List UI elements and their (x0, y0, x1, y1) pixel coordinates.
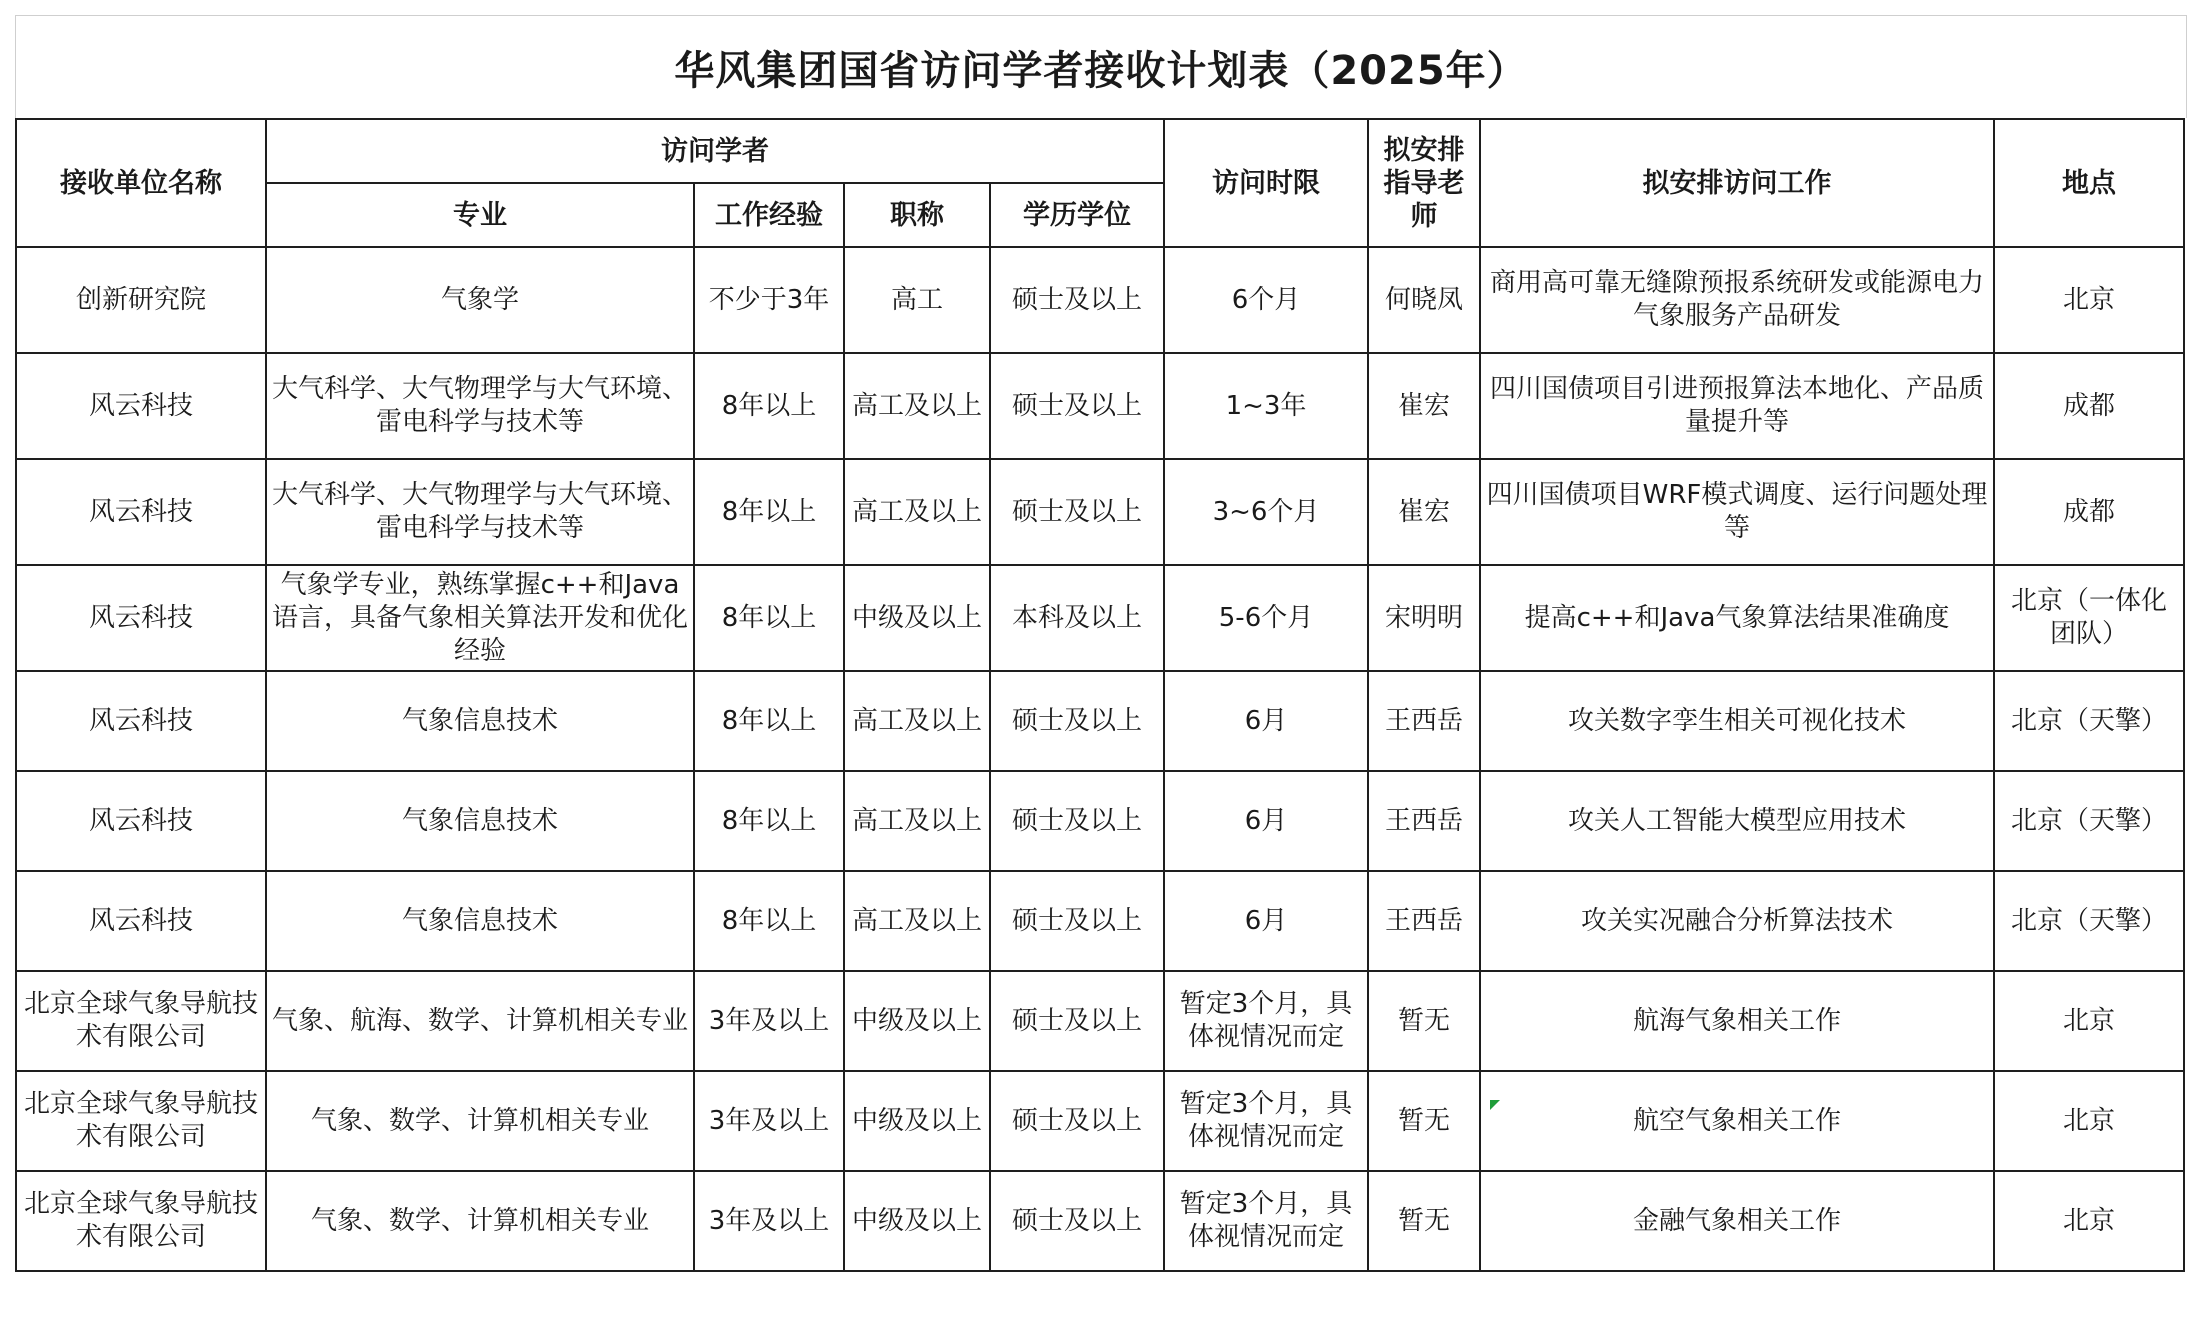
header-location[interactable]: 地点 (1994, 119, 2184, 247)
cell-degree[interactable]: 本科及以上 (990, 565, 1164, 671)
cell-work[interactable]: 提高c++和Java气象算法结果准确度 (1480, 565, 1994, 671)
cell-duration[interactable]: 6月 (1164, 771, 1368, 871)
cell-unit[interactable]: 风云科技 (16, 459, 266, 565)
table-row (16, 871, 2184, 971)
sheet-title[interactable]: 华风集团国省访问学者接收计划表（2025年） (15, 15, 2187, 118)
cell-mentor[interactable]: 宋明明 (1368, 565, 1480, 671)
cell-work[interactable]: 金融气象相关工作 (1480, 1171, 1994, 1271)
cell-location[interactable]: 北京（天擎） (1994, 671, 2184, 771)
cell-degree[interactable]: 硕士及以上 (990, 971, 1164, 1071)
cell-degree[interactable]: 硕士及以上 (990, 671, 1164, 771)
cell-location[interactable]: 成都 (1994, 353, 2184, 459)
cell-major[interactable]: 大气科学、大气物理学与大气环境、雷电科学与技术等 (266, 353, 694, 459)
cell-unit[interactable]: 北京全球气象导航技术有限公司 (16, 1071, 266, 1171)
cell-duration[interactable]: 暂定3个月，具体视情况而定 (1164, 1171, 1368, 1271)
cell-experience[interactable]: 不少于3年 (694, 247, 844, 353)
cell-mentor[interactable]: 暂无 (1368, 1071, 1480, 1171)
cell-work[interactable]: 四川国债项目引进预报算法本地化、产品质量提升等 (1480, 353, 1994, 459)
cell-location[interactable]: 北京 (1994, 247, 2184, 353)
cell-duration[interactable]: 6月 (1164, 671, 1368, 771)
cell-major[interactable]: 气象、数学、计算机相关专业 (266, 1171, 694, 1271)
cell-duration[interactable]: 1~3年 (1164, 353, 1368, 459)
cell-work[interactable]: 攻关实况融合分析算法技术 (1480, 871, 1994, 971)
cell-experience[interactable]: 3年及以上 (694, 1071, 844, 1171)
cell-rank[interactable]: 中级及以上 (844, 971, 990, 1071)
cell-mentor[interactable]: 何晓凤 (1368, 247, 1480, 353)
cell-rank[interactable]: 中级及以上 (844, 1071, 990, 1171)
cell-experience[interactable]: 8年以上 (694, 771, 844, 871)
cell-major[interactable]: 气象学 (266, 247, 694, 353)
cell-degree[interactable]: 硕士及以上 (990, 353, 1164, 459)
table-row (16, 671, 2184, 771)
cell-location[interactable]: 北京 (1994, 971, 2184, 1071)
table-row (16, 459, 2184, 565)
cell-experience[interactable]: 8年以上 (694, 459, 844, 565)
table-row (16, 1171, 2184, 1271)
table-row (16, 771, 2184, 871)
cell-work[interactable]: 攻关人工智能大模型应用技术 (1480, 771, 1994, 871)
cell-major[interactable]: 气象、航海、数学、计算机相关专业 (266, 971, 694, 1071)
header-major[interactable]: 专业 (266, 183, 694, 247)
cell-rank[interactable]: 高工 (844, 247, 990, 353)
table-body (16, 247, 2184, 1271)
cell-major[interactable]: 气象、数学、计算机相关专业 (266, 1071, 694, 1171)
cell-rank[interactable]: 高工及以上 (844, 671, 990, 771)
cell-rank[interactable]: 高工及以上 (844, 353, 990, 459)
cell-duration[interactable]: 暂定3个月，具体视情况而定 (1164, 1071, 1368, 1171)
cell-major[interactable]: 气象信息技术 (266, 671, 694, 771)
cell-major[interactable]: 大气科学、大气物理学与大气环境、雷电科学与技术等 (266, 459, 694, 565)
table-row (16, 1071, 2184, 1171)
cell-rank[interactable]: 高工及以上 (844, 871, 990, 971)
cell-duration[interactable]: 3~6个月 (1164, 459, 1368, 565)
cell-unit[interactable]: 风云科技 (16, 671, 266, 771)
cell-mentor[interactable]: 崔宏 (1368, 353, 1480, 459)
cell-unit[interactable]: 北京全球气象导航技术有限公司 (16, 1171, 266, 1271)
cell-work[interactable]: 攻关数字孪生相关可视化技术 (1480, 671, 1994, 771)
header-experience[interactable]: 工作经验 (694, 183, 844, 247)
header-mentor[interactable]: 拟安排指导老师 (1368, 119, 1480, 247)
cell-work[interactable]: 航海气象相关工作 (1480, 971, 1994, 1071)
cell-degree[interactable]: 硕士及以上 (990, 1171, 1164, 1271)
cell-duration[interactable]: 暂定3个月，具体视情况而定 (1164, 971, 1368, 1071)
cell-degree[interactable]: 硕士及以上 (990, 771, 1164, 871)
cell-unit[interactable]: 风云科技 (16, 771, 266, 871)
cell-unit[interactable]: 风云科技 (16, 871, 266, 971)
cell-unit[interactable]: 风云科技 (16, 565, 266, 671)
cell-mentor[interactable]: 王西岳 (1368, 671, 1480, 771)
cell-mentor[interactable]: 暂无 (1368, 971, 1480, 1071)
cell-major[interactable]: 气象信息技术 (266, 871, 694, 971)
spreadsheet (15, 15, 2190, 1307)
cell-mentor[interactable]: 王西岳 (1368, 771, 1480, 871)
cell-location[interactable]: 北京 (1994, 1171, 2184, 1271)
cell-location[interactable]: 北京 (1994, 1071, 2184, 1171)
cell-rank[interactable]: 高工及以上 (844, 771, 990, 871)
cell-degree[interactable]: 硕士及以上 (990, 871, 1164, 971)
header-work[interactable]: 拟安排访问工作 (1480, 119, 1994, 247)
cell-location[interactable]: 北京（天擎） (1994, 871, 2184, 971)
cell-work[interactable]: 四川国债项目WRF模式调度、运行问题处理等 (1480, 459, 1994, 565)
cell-duration[interactable]: 6月 (1164, 871, 1368, 971)
cell-rank[interactable]: 中级及以上 (844, 1171, 990, 1271)
cell-mentor[interactable]: 暂无 (1368, 1171, 1480, 1271)
cell-unit[interactable]: 北京全球气象导航技术有限公司 (16, 971, 266, 1071)
cell-location[interactable]: 北京（天擎） (1994, 771, 2184, 871)
cell-mentor[interactable]: 王西岳 (1368, 871, 1480, 971)
header-unit[interactable]: 接收单位名称 (16, 119, 266, 247)
cell-degree[interactable]: 硕士及以上 (990, 459, 1164, 565)
cell-experience[interactable]: 8年以上 (694, 671, 844, 771)
header-duration[interactable]: 访问时限 (1164, 119, 1368, 247)
table-row (16, 353, 2184, 459)
scholar-plan-table (15, 118, 2185, 1272)
header-degree[interactable]: 学历学位 (990, 183, 1164, 247)
cell-unit[interactable]: 风云科技 (16, 353, 266, 459)
cell-rank[interactable]: 中级及以上 (844, 565, 990, 671)
cell-work[interactable]: 商用高可靠无缝隙预报系统研发或能源电力气象服务产品研发 (1480, 247, 1994, 353)
cell-duration[interactable]: 5-6个月 (1164, 565, 1368, 671)
cell-location[interactable]: 北京（一体化团队） (1994, 565, 2184, 671)
header-scholar-group[interactable]: 访问学者 (266, 119, 1164, 183)
cell-major[interactable]: 气象学专业，熟练掌握c++和Java语言，具备气象相关算法开发和优化经验 (266, 565, 694, 671)
cell-work[interactable]: 航空气象相关工作 (1480, 1071, 1994, 1171)
table-row (16, 247, 2184, 353)
cell-experience[interactable]: 8年以上 (694, 565, 844, 671)
cell-degree[interactable]: 硕士及以上 (990, 247, 1164, 353)
cell-experience[interactable]: 8年以上 (694, 353, 844, 459)
header-rank[interactable]: 职称 (844, 183, 990, 247)
table-row (16, 565, 2184, 671)
cell-major[interactable]: 气象信息技术 (266, 771, 694, 871)
cell-degree[interactable]: 硕士及以上 (990, 1071, 1164, 1171)
cell-experience[interactable]: 3年及以上 (694, 971, 844, 1071)
cell-unit[interactable]: 创新研究院 (16, 247, 266, 353)
table-row (16, 971, 2184, 1071)
cell-location[interactable]: 成都 (1994, 459, 2184, 565)
cell-duration[interactable]: 6个月 (1164, 247, 1368, 353)
cell-experience[interactable]: 8年以上 (694, 871, 844, 971)
cell-rank[interactable]: 高工及以上 (844, 459, 990, 565)
cell-experience[interactable]: 3年及以上 (694, 1171, 844, 1271)
cell-comment-marker[interactable] (1490, 1100, 1500, 1110)
cell-mentor[interactable]: 崔宏 (1368, 459, 1480, 565)
